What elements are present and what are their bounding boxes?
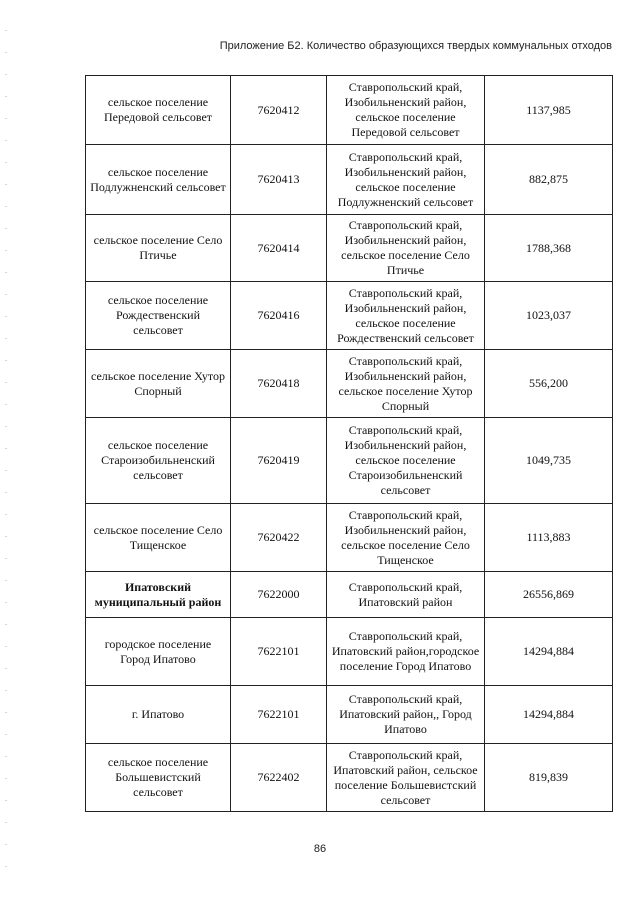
table-row — [86, 504, 613, 572]
table-row — [86, 618, 613, 686]
location-cell: Ставропольский край, Изобильненский район, сельское поселение Хутор Спорный — [327, 350, 485, 418]
table-row — [86, 145, 613, 215]
table-row — [86, 282, 613, 350]
table-row — [86, 76, 613, 145]
oktmo-code-cell: 7620414 — [231, 215, 327, 282]
settlement-name-cell: сельское поселение Хутор Спорный — [86, 350, 231, 418]
waste-volume-cell: 1788,368 — [485, 215, 613, 282]
oktmo-code-cell: 7620422 — [231, 504, 327, 572]
page-number: 86 — [313, 843, 327, 855]
waste-volume-cell: 14294,884 — [485, 686, 613, 744]
oktmo-code-cell: 7620412 — [231, 76, 327, 145]
settlement-name-cell: сельское поселение Подлужненский сельсовет — [86, 145, 231, 215]
table-row — [86, 350, 613, 418]
location-cell: Ставропольский край, Ипатовский район,, Город Ипатово — [327, 686, 485, 744]
page-header: Приложение Б2. Количество образующихся твердых коммунальных отходов — [219, 40, 612, 52]
oktmo-code-cell: 7620413 — [231, 145, 327, 215]
settlement-name-cell: городское поселение Город Ипатово — [86, 618, 231, 686]
waste-volume-cell: 26556,869 — [485, 572, 613, 618]
table-row — [86, 686, 613, 744]
oktmo-code-cell: 7620419 — [231, 418, 327, 504]
location-cell: Ставропольский край, Изобильненский район, сельское поселение Староизобильненский сельсовет — [327, 418, 485, 504]
settlement-name-cell: сельское поселение Рождественский сельсовет — [86, 282, 231, 350]
waste-table-body — [86, 76, 613, 812]
settlement-name-cell: сельское поселение Большевистский сельсовет — [86, 744, 231, 812]
location-cell: Ставропольский край, Ипатовский район, сельское поселение Большевистский сельсовет — [327, 744, 485, 812]
settlement-name-cell: сельское поселение Село Птичье — [86, 215, 231, 282]
waste-volume-cell: 14294,884 — [485, 618, 613, 686]
location-cell: Ставропольский край, Изобильненский район, сельское поселение Рождественский сельсовет — [327, 282, 485, 350]
settlement-name-cell: сельское поселение Село Тищенское — [86, 504, 231, 572]
oktmo-code-cell: 7622101 — [231, 618, 327, 686]
location-cell: Ставропольский край, Изобильненский район, сельское поселение Село Птичье — [327, 215, 485, 282]
table-row — [86, 744, 613, 812]
settlement-name-cell: Ипатовский муниципальный район — [86, 572, 231, 618]
waste-volume-cell: 1113,883 — [485, 504, 613, 572]
settlement-name-cell: г. Ипатово — [86, 686, 231, 744]
waste-volume-cell: 556,200 — [485, 350, 613, 418]
location-cell: Ставропольский край, Изобильненский район, сельское поселение Передовой сельсовет — [327, 76, 485, 145]
location-cell: Ставропольский край, Изобильненский район, сельское поселение Подлужненский сельсовет — [327, 145, 485, 215]
oktmo-code-cell: 7622402 — [231, 744, 327, 812]
table-row — [86, 572, 613, 618]
settlement-name-cell: сельское поселение Передовой сельсовет — [86, 76, 231, 145]
oktmo-code-cell: 7620416 — [231, 282, 327, 350]
waste-volume-cell: 1023,037 — [485, 282, 613, 350]
table-row — [86, 418, 613, 504]
location-cell: Ставропольский край, Ипатовский район — [327, 572, 485, 618]
waste-volume-cell: 882,875 — [485, 145, 613, 215]
waste-volume-cell: 1137,985 — [485, 76, 613, 145]
settlement-name-cell: сельское поселение Староизобильненский сельсовет — [86, 418, 231, 504]
oktmo-code-cell: 7620418 — [231, 350, 327, 418]
table-row — [86, 215, 613, 282]
scan-margin-marks — [5, 30, 7, 875]
location-cell: Ставропольский край, Изобильненский район, сельское поселение Село Тищенское — [327, 504, 485, 572]
location-cell: Ставропольский край, Ипатовский район,городское поселение Город Ипатово — [327, 618, 485, 686]
oktmo-code-cell: 7622000 — [231, 572, 327, 618]
waste-table — [85, 75, 613, 812]
waste-volume-cell: 819,839 — [485, 744, 613, 812]
oktmo-code-cell: 7622101 — [231, 686, 327, 744]
waste-volume-cell: 1049,735 — [485, 418, 613, 504]
